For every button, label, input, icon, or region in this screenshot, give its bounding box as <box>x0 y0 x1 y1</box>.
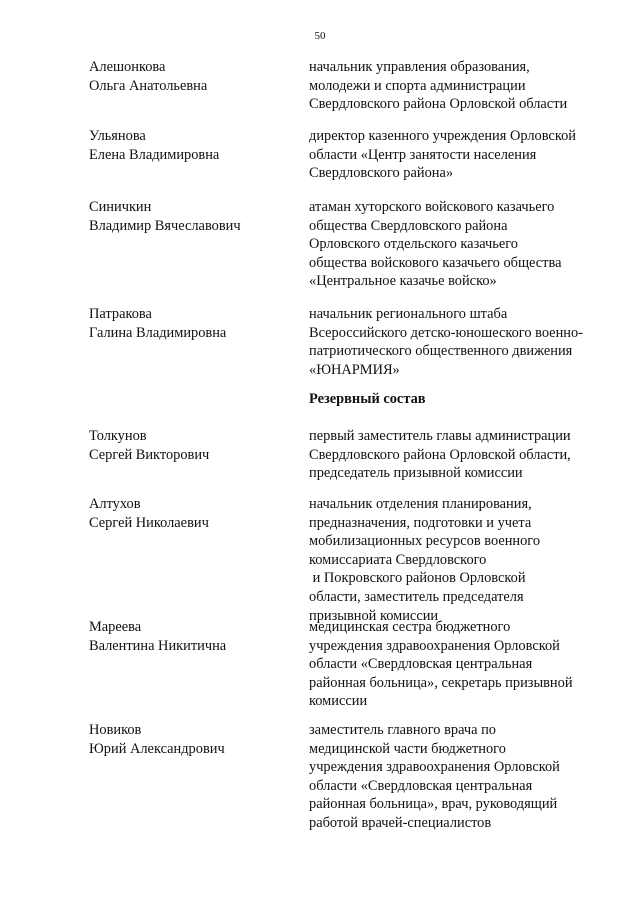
member-role <box>309 305 609 379</box>
role-line: районная больница», секретарь призывной <box>309 674 573 691</box>
role-line: Орловского отдельского казачьего <box>309 236 518 253</box>
member-name <box>89 305 299 342</box>
member-name <box>89 127 299 164</box>
member-name <box>89 495 299 532</box>
role-line: заместитель главного врача по <box>309 722 497 738</box>
page-number: 50 <box>314 30 326 42</box>
given-names: Елена Владимировна <box>89 146 220 163</box>
given-names: Ольга Анатольевна <box>89 77 208 94</box>
given-names: Сергей Николаевич <box>89 514 209 531</box>
role-line: учреждения здравоохранения Орловской <box>309 759 560 776</box>
surname: Алешонкова <box>89 59 166 75</box>
member-role <box>309 427 609 483</box>
role-line: работой врачей-специалистов <box>309 814 492 831</box>
role-line: начальник отделения планирования, <box>309 496 532 512</box>
role-line: комиссариата Свердловского <box>309 551 487 568</box>
role-line: Свердловского района Орловской области, <box>309 446 571 463</box>
role-line: «ЮНАРМИЯ» <box>309 361 400 378</box>
role-line: области «Свердловская центральная <box>309 656 533 673</box>
member-name <box>89 198 299 235</box>
role-line: Свердловского района» <box>309 165 454 182</box>
role-line: медицинская сестра бюджетного <box>309 619 511 635</box>
member-name <box>89 427 299 464</box>
surname: Толкунов <box>89 428 147 444</box>
given-names: Галина Владимировна <box>89 324 227 341</box>
role-line: мобилизационных ресурсов военного <box>309 533 541 550</box>
surname: Новиков <box>89 722 142 738</box>
given-names: Сергей Викторович <box>89 446 210 463</box>
given-names: Юрий Александрович <box>89 740 225 757</box>
given-names: Владимир Вячеславович <box>89 217 241 234</box>
role-line: области «Центр занятости населения <box>309 146 537 163</box>
role-line: Всероссийского детско-юношеского военно- <box>309 324 583 341</box>
role-line: медицинской части бюджетного <box>309 740 506 757</box>
role-line: учреждения здравоохранения Орловской <box>309 637 560 654</box>
role-line: патриотического общественного движения <box>309 343 573 360</box>
role-line: области «Свердловская центральная <box>309 777 533 794</box>
member-role <box>309 495 609 625</box>
member-role <box>309 127 609 183</box>
member-role <box>309 198 609 291</box>
role-line: директор казенного учреждения Орловской <box>309 128 576 144</box>
role-line: районная больница», врач, руководящий <box>309 796 558 813</box>
role-line: атаман хуторского войскового казачьего <box>309 199 555 215</box>
surname: Алтухов <box>89 496 141 512</box>
member-role <box>309 618 609 711</box>
role-line: общества Свердловского района <box>309 217 508 234</box>
role-line: Свердловского района Орловской области <box>309 96 568 113</box>
role-line: и Покровского районов Орловской <box>309 570 526 587</box>
role-line: молодежи и спорта администрации <box>309 77 526 94</box>
member-name <box>89 58 299 95</box>
member-role <box>309 721 609 833</box>
role-line: комиссии <box>309 693 368 710</box>
given-names: Валентина Никитична <box>89 637 227 654</box>
role-line: начальник регионального штаба <box>309 306 508 322</box>
surname: Синичкин <box>89 199 152 215</box>
surname: Ульянова <box>89 128 146 144</box>
role-line: председатель призывной комиссии <box>309 465 523 482</box>
role-line: призывной комиссии <box>309 607 439 624</box>
reserve-section-heading: Резервный состав <box>309 391 426 407</box>
role-line: предназначения, подготовки и учета <box>309 514 532 531</box>
member-name <box>89 721 299 758</box>
surname: Патракова <box>89 306 152 322</box>
role-line: первый заместитель главы администрации <box>309 428 571 444</box>
member-name <box>89 618 299 655</box>
role-line: начальник управления образования, <box>309 59 530 75</box>
role-line: «Центральное казачье войско» <box>309 273 497 290</box>
member-role <box>309 58 609 114</box>
role-line: общества войскового казачьего общества <box>309 254 562 271</box>
role-line: области, заместитель председателя <box>309 588 524 605</box>
surname: Мареева <box>89 619 142 635</box>
